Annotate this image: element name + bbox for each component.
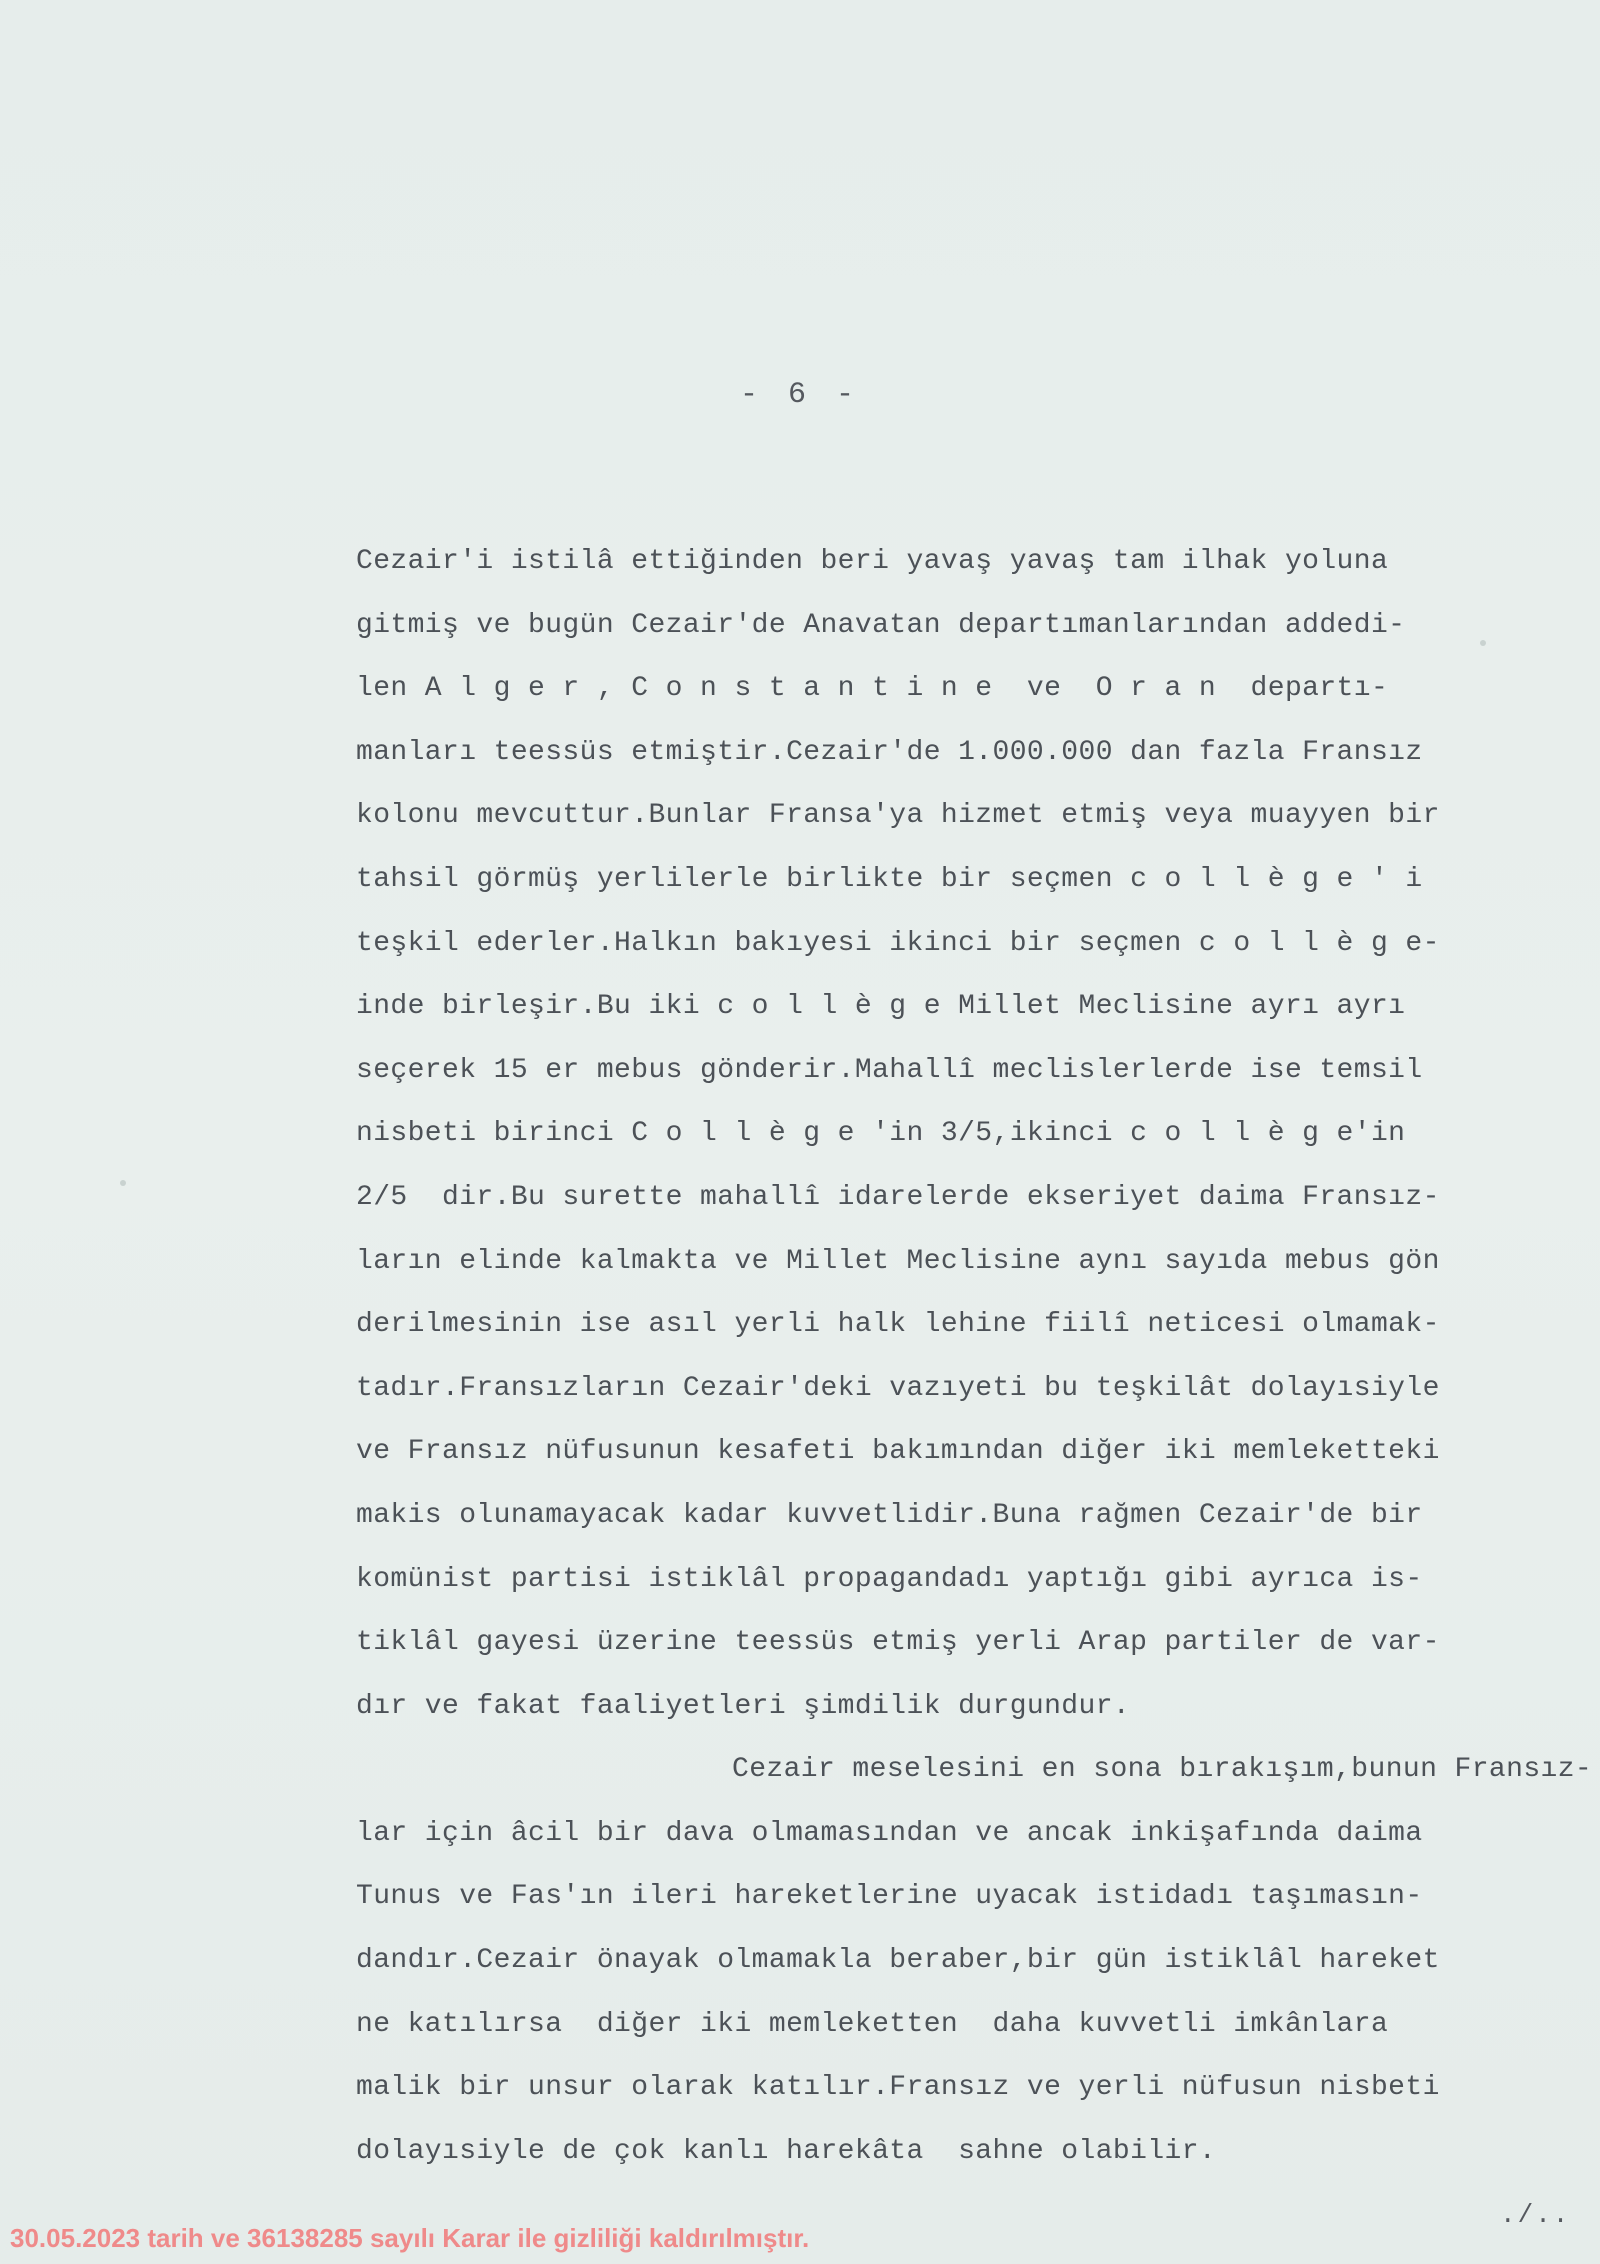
text-line: Cezair meselesini en sona bırakışım,bunun Fransız- <box>732 1754 1593 1786</box>
text-line: dır ve fakat faaliyetleri şimdilik durgundur. <box>356 1690 1131 1722</box>
text-line: lar için âcil bir dava olmamasından ve ancak inkişafında daima <box>356 1817 1423 1849</box>
text-line: manları teessüs etmiştir.Cezair'de 1.000.000 dan fazla Fransız <box>356 736 1423 768</box>
text-line: kolonu mevcuttur.Bunlar Fransa'ya hizmet etmiş veya muayyen bir <box>356 800 1440 832</box>
document-body <box>356 530 1593 2183</box>
paper-speck <box>1480 640 1486 646</box>
text-line: komünist partisi istiklâl propagandadı yaptığı gibi ayrıca is- <box>356 1563 1423 1595</box>
text-line: ve Fransız nüfusunun kesafeti bakımından diğer iki memleketteki <box>356 1436 1440 1468</box>
continuation-mark: ./.. <box>1500 2200 1571 2230</box>
text-line: makis olunamayacak kadar kuvvetlidir.Buna rağmen Cezair'de bir <box>356 1499 1423 1531</box>
text-line: dandır.Cezair önayak olmamakla beraber,bir gün istiklâl hareket <box>356 1945 1440 1977</box>
text-line: tadır.Fransızların Cezair'deki vazıyeti bu teşkilât dolayısiyle <box>356 1372 1440 1404</box>
text-line: 2/5 dir.Bu surette mahallî idarelerde ekseriyet daima Fransız- <box>356 1181 1440 1213</box>
text-line: malik bir unsur olarak katılır.Fransız ve yerli nüfusun nisbeti <box>356 2072 1440 2104</box>
text-line: len A l g e r , C o n s t a n t i n e ve O r a n departı- <box>356 673 1389 705</box>
paper-speck <box>120 1180 126 1186</box>
text-line: nisbeti birinci C o l l è g e 'in 3/5,ikinci c o l l è g e'in <box>356 1118 1406 1150</box>
text-line: inde birleşir.Bu iki c o l l è g e Millet Meclisine ayrı ayrı <box>356 991 1406 1023</box>
text-line: teşkil ederler.Halkın bakıyesi ikinci bir seçmen c o l l è g e- <box>356 927 1440 959</box>
text-line: Cezair'i istilâ ettiğinden beri yavaş yavaş tam ilhak yoluna <box>356 546 1389 577</box>
declassification-notice: 30.05.2023 tarih ve 36138285 sayılı Karar ile gizliliği kaldırılmıştır. <box>10 2223 810 2253</box>
text-line: ların elinde kalmakta ve Millet Meclisine aynı sayıda mebus gön <box>356 1245 1440 1277</box>
text-line: tiklâl gayesi üzerine teessüs etmiş yerli Arap partiler de var- <box>356 1627 1440 1659</box>
text-line: gitmiş ve bugün Cezair'de Anavatan departımanlarından addedi- <box>356 609 1406 641</box>
text-line: seçerek 15 er mebus gönderir.Mahallî meclislerlerde ise temsil <box>356 1054 1423 1086</box>
text-line: Tunus ve Fas'ın ileri hareketlerine uyacak istidadı taşımasın- <box>356 1881 1423 1913</box>
text-line: dolayısiyle de çok kanlı harekâta sahne olabilir. <box>356 2135 1217 2167</box>
text-line: derilmesinin ise asıl yerli halk lehine fiilî neticesi olmamak- <box>356 1309 1440 1341</box>
text-line: ne katılırsa diğer iki memleketten daha kuvvetli imkânlara <box>356 2008 1389 2040</box>
text-line: tahsil görmüş yerlilerle birlikte bir seçmen c o l l è g e ' i <box>356 863 1423 895</box>
page-number: - 6 - <box>739 378 860 412</box>
